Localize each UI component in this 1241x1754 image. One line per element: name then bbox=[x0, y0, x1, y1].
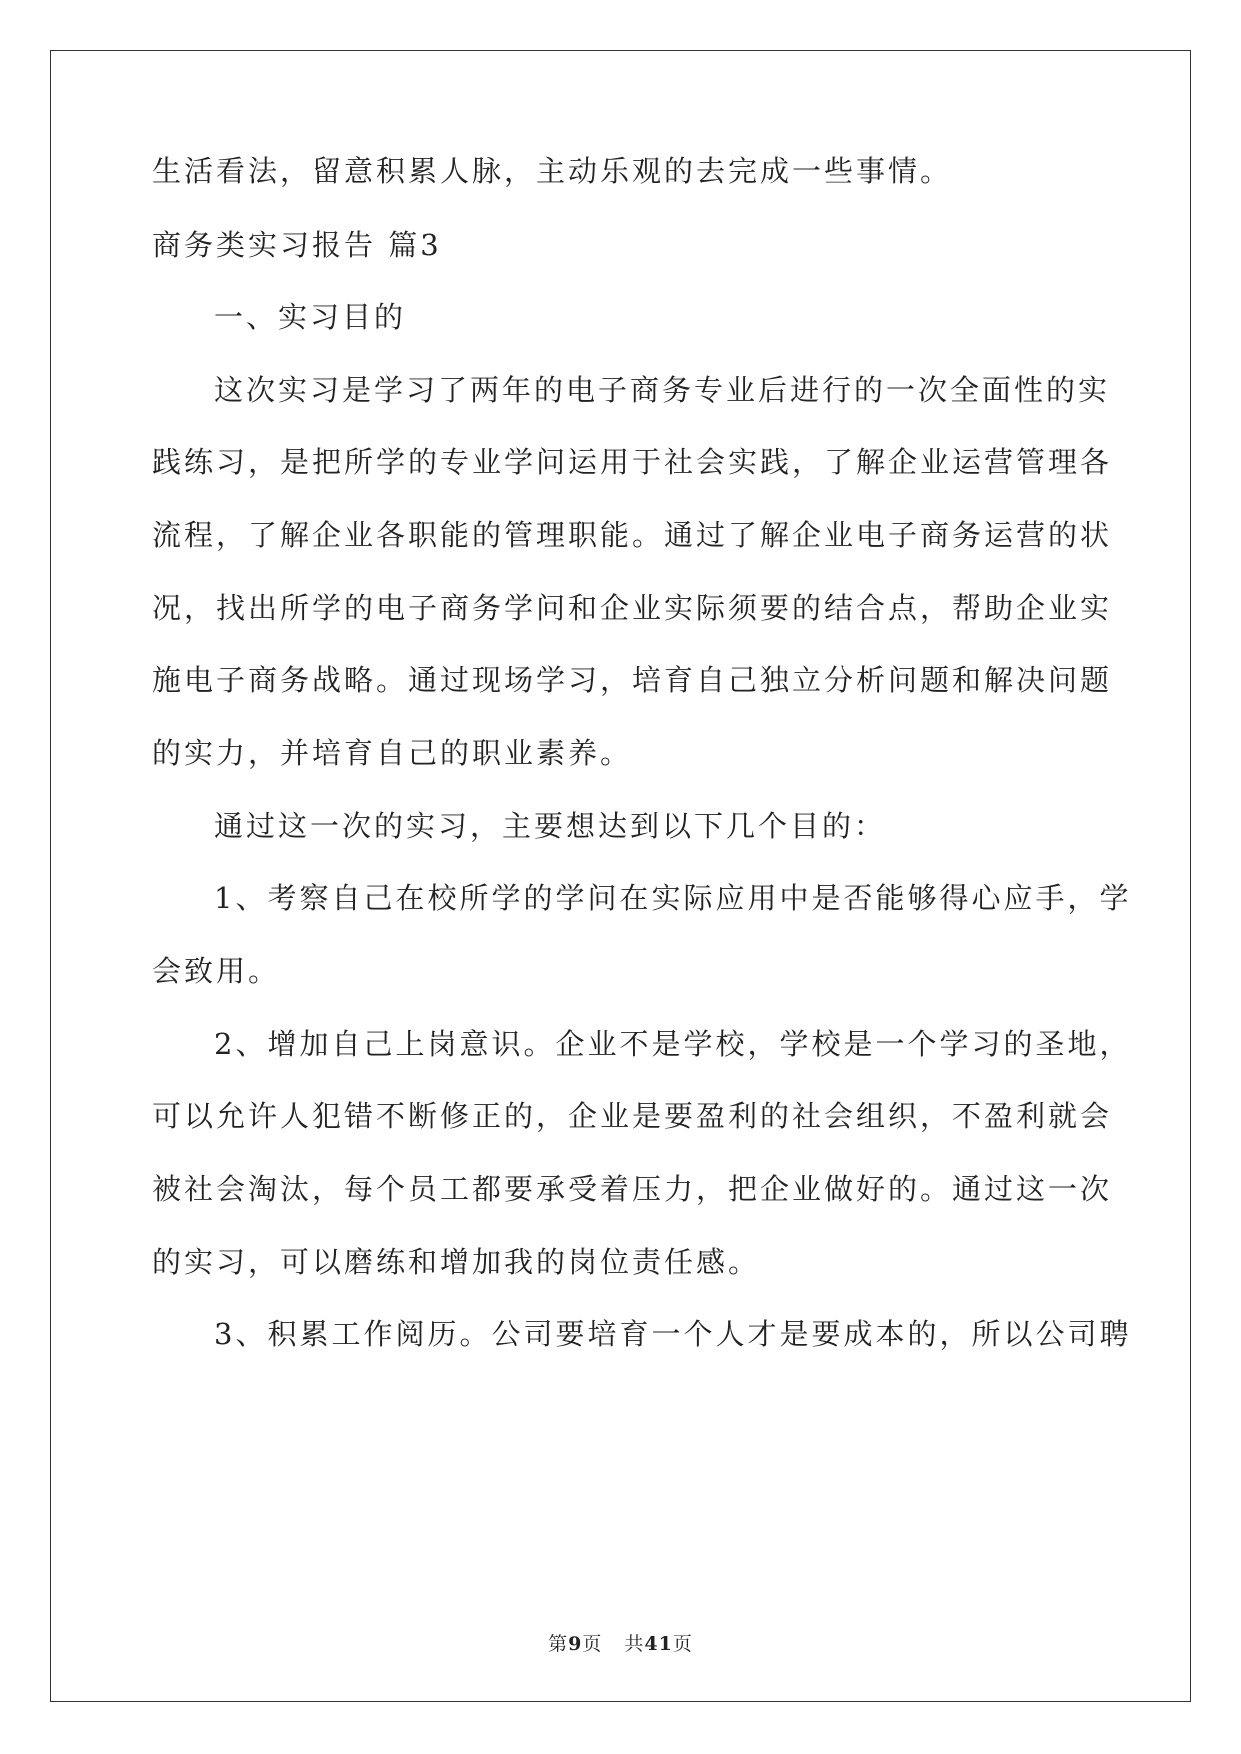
page-footer bbox=[0, 1632, 1241, 1656]
paragraph-line: 通过这一次的实习，主要想达到以下几个目的： bbox=[214, 809, 887, 843]
paragraph-line: 践练习，是把所学的专业学问运用于社会实践，了解企业运营管理各 bbox=[152, 445, 1113, 479]
paragraph-line: 的实力，并培育自己的职业素养。 bbox=[152, 736, 633, 770]
total-pages: 41 bbox=[644, 1633, 673, 1655]
footer-prefix: 第 bbox=[548, 1633, 569, 1655]
paragraph-line: 生活看法，留意积累人脉，主动乐观的去完成一些事情。 bbox=[152, 154, 953, 188]
paragraph-line: 的实习，可以磨练和增加我的岗位责任感。 bbox=[152, 1245, 761, 1279]
list-item-1: 1、考察自己在校所学的学问在实际应用中是否能够得心应手，学 bbox=[214, 881, 1132, 915]
paragraph-line: 这次实习是学习了两年的电子商务专业后进行的一次全面性的实 bbox=[214, 373, 1111, 407]
list-item-2: 2、增加自己上岗意识。企业不是学校，学校是一个学习的圣地， bbox=[214, 1027, 1132, 1061]
subsection-heading: 一、实习目的 bbox=[214, 300, 407, 334]
paragraph-line: 被社会淘汰，每个员工都要承受着压力，把企业做好的。通过这一次 bbox=[152, 1172, 1113, 1206]
paragraph-line: 施电子商务战略。通过现场学习，培育自己独立分析问题和解决问题 bbox=[152, 663, 1113, 697]
footer-total-unit: 页 bbox=[672, 1633, 693, 1655]
footer-total-prefix: 共 bbox=[624, 1633, 645, 1655]
section-heading: 商务类实习报告 篇3 bbox=[152, 228, 442, 262]
paragraph-line: 会致用。 bbox=[152, 954, 281, 988]
list-item-3: 3、积累工作阅历。公司要培育一个人才是要成本的，所以公司聘 bbox=[214, 1317, 1132, 1351]
footer-page-unit: 页 bbox=[582, 1633, 603, 1655]
paragraph-line: 可以允许人犯错不断修正的，企业是要盈利的社会组织，不盈利就会 bbox=[152, 1099, 1113, 1133]
page-number: 9 bbox=[568, 1633, 583, 1655]
paragraph-line: 况，找出所学的电子商务学问和企业实际须要的结合点，帮助企业实 bbox=[152, 591, 1113, 625]
paragraph-line: 流程，了解企业各职能的管理职能。通过了解企业电子商务运营的状 bbox=[152, 518, 1113, 552]
